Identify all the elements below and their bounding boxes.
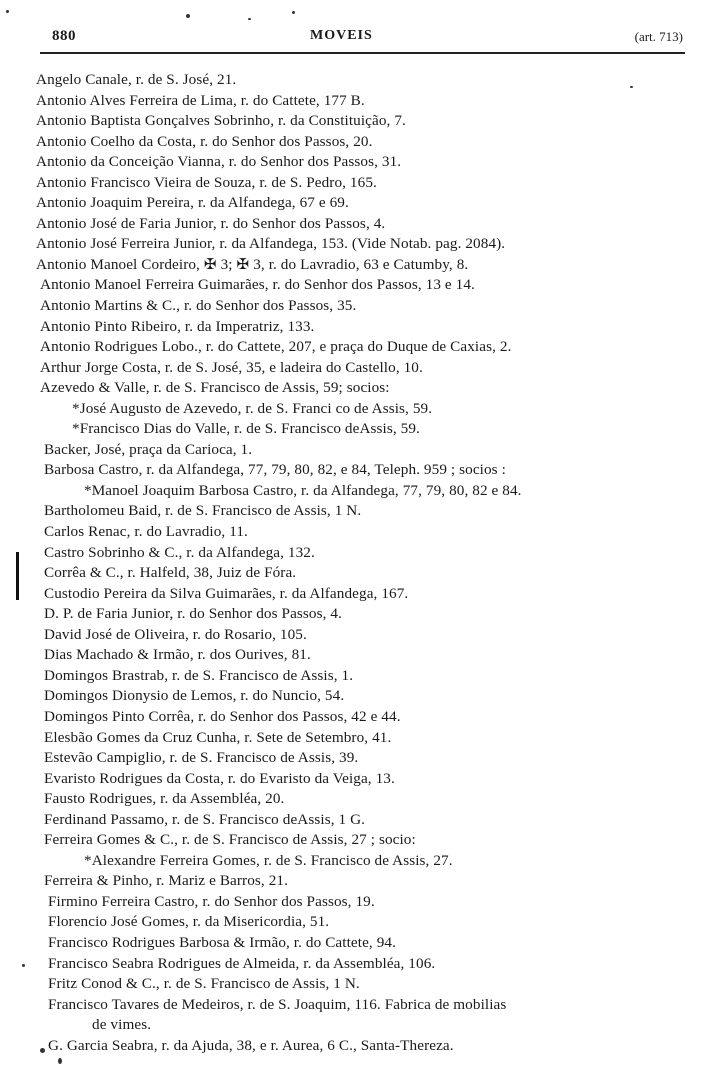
running-title: MOVEIS [310,28,373,43]
ink-speck [22,964,25,967]
directory-entry: Francisco Tavares de Medeiros, r. de S. Joaquim, 116. Fabrica de mobilias [48,995,507,1013]
directory-entry: Antonio Rodrigues Lobo., r. do Cattete, 207, e praça do Duque de Caxias, 2. [40,338,512,356]
directory-entry: Florencio José Gomes, r. da Misericordia, 51. [48,913,330,931]
partner-entry: *José Augusto de Azevedo, r. de S. Franci co de Assis, 59. [72,399,433,417]
directory-entry: Corrêa & C., r. Halfeld, 38, Juiz de Fóra. [44,564,297,582]
directory-entry: Barbosa Castro, r. da Alfandega, 77, 79, 80, 82, e 84, Teleph. 959 ; socios : [44,461,506,479]
directory-entry: Francisco Rodrigues Barbosa & Irmão, r. do Cattete, 94. [48,933,396,951]
directory-entry: Angelo Canale, r. de S. José, 21. [36,71,237,88]
directory-entry: Antonio Pinto Ribeiro, r. da Imperatriz, 133. [40,317,315,335]
page-number: 880 [52,28,76,44]
directory-entry: Ferreira & Pinho, r. Mariz e Barros, 21. [44,872,288,890]
directory-entry: Carlos Renac, r. do Lavradio, 11. [44,523,248,541]
directory-entry: Dias Machado & Irmão, r. dos Ourives, 81. [44,646,311,664]
directory-entry: Castro Sobrinho & C., r. da Alfandega, 132. [44,543,315,561]
ink-speck [6,10,9,13]
margin-mark [16,552,19,600]
partner-entry: *Francisco Dias do Valle, r. de S. Francisco deAssis, 59. [72,420,420,438]
directory-entry: Domingos Brastrab, r. de S. Francisco de Assis, 1. [44,666,354,684]
directory-entry: Ferdinand Passamo, r. de S. Francisco deAssis, 1 G. [44,810,366,828]
directory-entry: Antonio Coelho da Costa, r. do Senhor dos Passos, 20. [36,132,373,150]
directory-entry: D. P. de Faria Junior, r. do Senhor dos Passos, 4. [44,605,343,623]
directory-entry: Antonio Alves Ferreira de Lima, r. do Cattete, 177 B. [36,91,365,109]
directory-entry: Azevedo & Valle, r. de S. Francisco de Assis, 59; socios: [40,379,390,397]
partner-entry: *Manoel Joaquim Barbosa Castro, r. da Alfandega, 77, 79, 80, 82 e 84. [84,481,522,499]
directory-entry: David José de Oliveira, r. do Rosario, 105. [44,625,307,643]
ink-speck [186,14,190,18]
directory-entry: Ferreira Gomes & C., r. de S. Francisco de Assis, 27 ; socio: [44,831,416,849]
header-rule [40,52,685,54]
directory-entry: Evaristo Rodrigues da Costa, r. do Evaristo da Veiga, 13. [44,769,395,787]
directory-entry: Antonio Joaquim Pereira, r. da Alfandega, 67 e 69. [36,194,349,212]
directory-entry: Domingos Dionysio de Lemos, r. do Nuncio, 54. [44,687,345,705]
ink-speck [40,1048,45,1053]
directory-entry: Arthur Jorge Costa, r. de S. José, 35, e ladeira do Castello, 10. [40,358,423,376]
directory-entry: Fausto Rodrigues, r. da Assembléa, 20. [44,790,285,808]
article-reference: (art. 713) [634,29,683,44]
directory-entry: Fritz Conod & C., r. de S. Francisco de Assis, 1 N. [48,975,360,993]
directory-entry: Backer, José, praça da Carioca, 1. [44,440,253,458]
directory-entry: Domingos Pinto Corrêa, r. do Senhor dos Passos, 42 e 44. [44,707,401,725]
directory-entry: Estevão Campiglio, r. de S. Francisco de Assis, 39. [44,749,359,767]
directory-entry: Bartholomeu Baid, r. de S. Francisco de Assis, 1 N. [44,502,362,520]
directory-entry: Antonio Manoel Ferreira Guimarães, r. do Senhor dos Passos, 13 e 14. [40,276,475,294]
directory-entry: Firmino Ferreira Castro, r. do Senhor dos Passos, 19. [48,892,375,910]
ink-speck [630,86,633,88]
directory-entry: G. Garcia Seabra, r. da Ajuda, 38, e r. Aurea, 6 C., Santa-Thereza. [48,1036,454,1054]
ink-speck [58,1058,62,1064]
directory-entry: Francisco Seabra Rodrigues de Almeida, r. da Assembléa, 106. [48,954,436,972]
directory-entry: Antonio José de Faria Junior, r. do Senhor dos Passos, 4. [36,214,386,232]
partner-entry: *Alexandre Ferreira Gomes, r. de S. Francisco de Assis, 27. [84,851,453,869]
page-header [40,26,685,48]
directory-entry: Antonio Manoel Cordeiro, ✠ 3; ✠ 3, r. do Lavradio, 63 e Catumby, 8. [36,255,469,273]
directory-entries [36,70,696,1056]
directory-entry: Antonio Francisco Vieira de Souza, r. de S. Pedro, 165. [36,173,377,191]
directory-entry: Antonio da Conceição Vianna, r. do Senhor dos Passos, 31. [36,153,402,171]
directory-entry: Custodio Pereira da Silva Guimarães, r. da Alfandega, 167. [44,584,409,602]
directory-entry: Antonio Martins & C., r. do Senhor dos Passos, 35. [40,297,357,315]
ink-speck [292,11,295,14]
ink-speck [248,18,251,20]
directory-entry: Elesbão Gomes da Cruz Cunha, r. Sete de Setembro, 41. [44,728,392,746]
directory-entry: Antonio Baptista Gonçalves Sobrinho, r. da Constituição, 7. [36,112,406,130]
directory-entry: Antonio José Ferreira Junior, r. da Alfandega, 153. (Vide Notab. pag. 2084). [36,235,506,253]
directory-entry-continuation: de vimes. [92,1016,152,1034]
